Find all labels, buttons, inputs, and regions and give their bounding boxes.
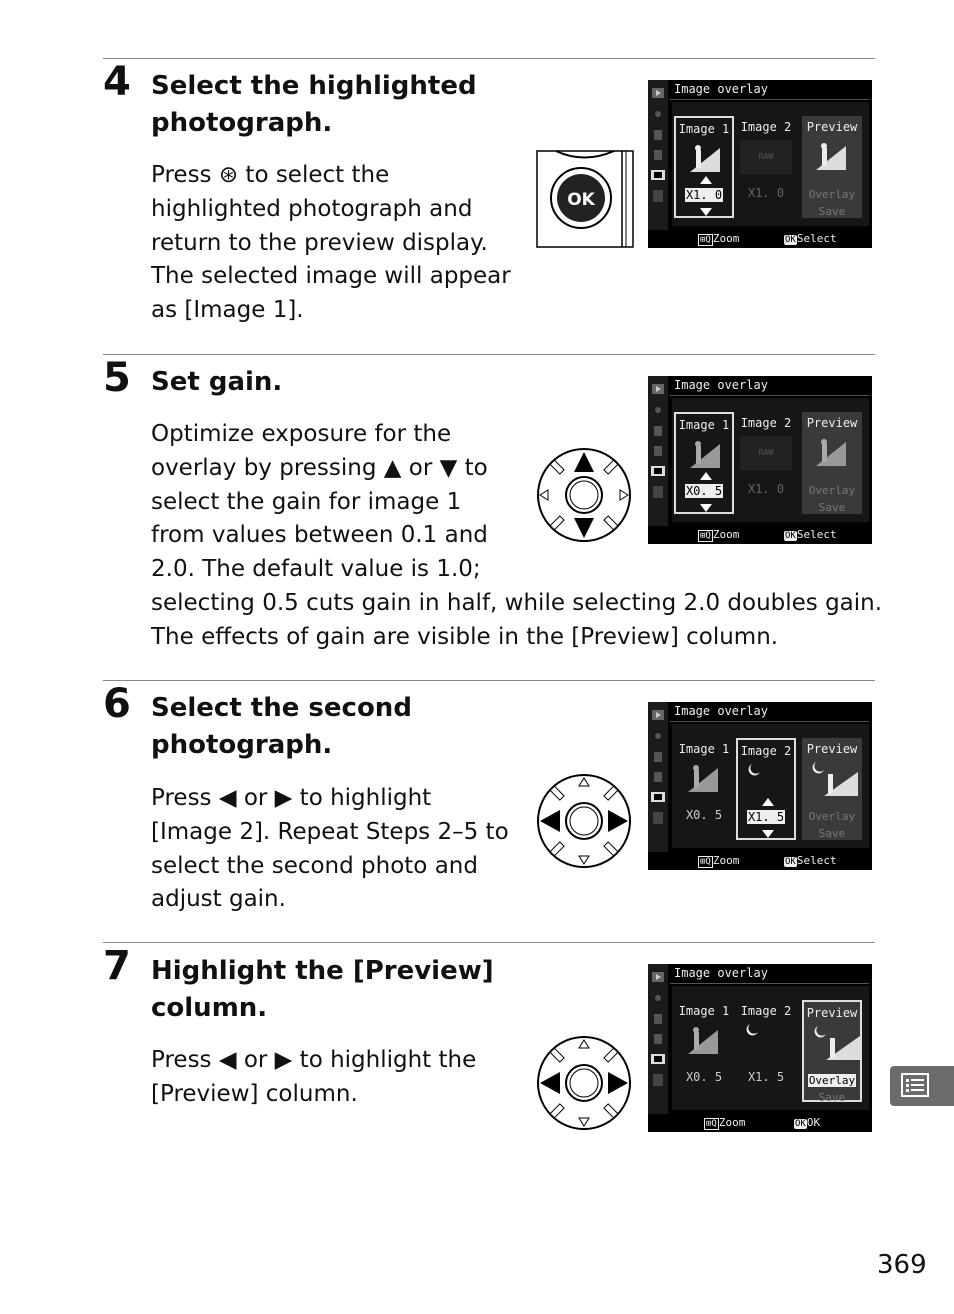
divider [103, 680, 875, 681]
step-title: Select the second photograph. [151, 693, 412, 760]
preview-column[interactable]: Preview Overlay Save [802, 412, 862, 514]
preview-thumbnail-icon [816, 140, 846, 170]
photo-thumbnail-icon [690, 438, 720, 468]
preview-thumbnail-icon [808, 760, 858, 796]
step-title: Set gain. [151, 367, 283, 397]
screen-title: Image overlay [674, 966, 768, 980]
image2-column[interactable]: Image 2 X1. 5 [736, 738, 796, 840]
step-body: Press ◀ or ▶ to highlight [Image 2]. Repeat Steps 2–5 to select the second photo and adjust gain. [151, 785, 509, 913]
divider [103, 942, 875, 943]
multi-selector-left-right-icon [536, 1034, 634, 1132]
preview-thumbnail-icon [810, 1024, 860, 1060]
image-overlay-screen [648, 702, 872, 870]
step-number: 5 [103, 355, 131, 401]
step-number: 4 [103, 59, 131, 105]
moon-icon [748, 762, 762, 776]
image-overlay-screen [648, 376, 872, 544]
menu-side-bar [648, 376, 668, 544]
image1-column[interactable]: Image 1 X0. 5 [678, 1004, 730, 1084]
preview-column[interactable]: Preview Overlay Save [802, 116, 862, 218]
section-tab[interactable] [890, 1066, 954, 1106]
screen-title: Image overlay [674, 378, 768, 392]
page-number: 369 [877, 1250, 927, 1280]
ok-button-illustration [536, 150, 634, 248]
step-number: 7 [103, 943, 131, 989]
image2-column[interactable]: Image 2 RAW X1. 0 [740, 416, 792, 496]
moon-icon [746, 1022, 760, 1036]
menu-side-bar [648, 702, 668, 870]
step-number: 6 [103, 681, 131, 727]
raw-placeholder: RAW [740, 140, 792, 174]
preview-column[interactable]: Preview Overlay Save [802, 738, 862, 840]
step-body: Press ◀ or ▶ to highlight the [Preview] column. [151, 1047, 477, 1107]
photo-thumbnail-icon [688, 1024, 718, 1054]
menu-side-bar [648, 964, 668, 1132]
screen-footer: ⊞Q Zoom OKOK [648, 1114, 872, 1132]
photo-thumbnail-icon [690, 142, 720, 172]
step-body: Optimize exposure for the overlay by pressing ▲ or ▼ to select the gain for image 1 from values between 0.1 and 2.0. The default value is 1.0; selecting 0.5 cuts gain in half, while selecting 2.0 doubles gain. The effects of gain are visible in the [Preview] column. [151, 421, 883, 650]
preview-thumbnail-icon [816, 436, 846, 466]
screen-title: Image overlay [674, 82, 768, 96]
image1-column[interactable]: Image 1 X0. 5 [674, 412, 734, 514]
step-title: Select the highlighted photograph. [151, 71, 477, 138]
multi-selector-up-down-icon [536, 446, 634, 544]
image2-column[interactable]: Image 2 X1. 5 [740, 1004, 792, 1084]
photo-thumbnail-icon [688, 762, 718, 792]
image-overlay-screen [648, 964, 872, 1132]
ok-label: OK [567, 190, 595, 210]
step-body: Press ⊛ to select the highlighted photograph and return to the preview display. The selected image will appear as [Image 1]. [151, 162, 511, 324]
divider [103, 354, 875, 355]
image1-column[interactable]: Image 1 X1. 0 [674, 116, 734, 218]
image1-column[interactable]: Image 1 X0. 5 [678, 742, 730, 822]
screen-footer: ⊞Q Zoom OKSelect [648, 852, 872, 870]
raw-placeholder: RAW [740, 436, 792, 470]
step-title: Highlight the [Preview] column. [151, 956, 494, 1023]
divider [103, 58, 875, 59]
multi-selector-left-right-icon [536, 772, 634, 870]
preview-column[interactable]: Preview Overlay Save [802, 1000, 862, 1102]
menu-side-bar [648, 80, 668, 248]
screen-footer: ⊞Q Zoom OKSelect [648, 526, 872, 544]
image-overlay-screen [648, 80, 872, 248]
image2-column[interactable]: Image 2 RAW X1. 0 [740, 120, 792, 200]
screen-footer: ⊞Q Zoom OKSelect [648, 230, 872, 248]
screen-title: Image overlay [674, 704, 768, 718]
menu-list-icon [890, 1066, 954, 1106]
